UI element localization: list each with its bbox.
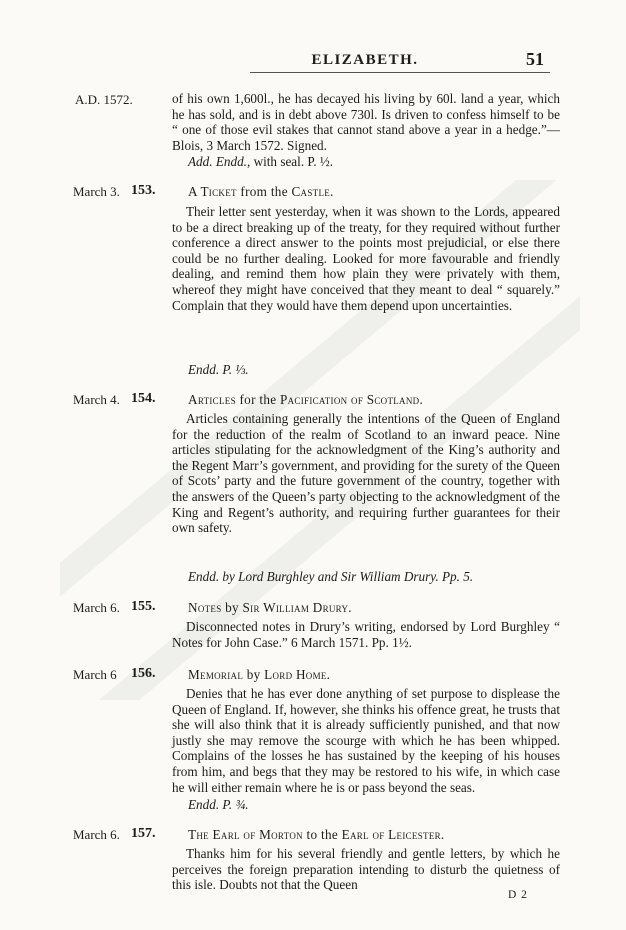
running-header-title: ELIZABETH. xyxy=(311,52,419,68)
title-part: Lord Home. xyxy=(264,667,331,682)
title-part: Earl of Leicester. xyxy=(341,827,445,842)
title-part: A Ticket xyxy=(188,184,237,199)
entry-date: March 4. xyxy=(73,392,120,407)
entry-date: March 3. xyxy=(73,184,120,199)
endorsement-rest: , with seal. P. ½. xyxy=(246,154,334,169)
title-part: Articles xyxy=(188,392,236,407)
title-part: Sir William Drury. xyxy=(242,600,352,615)
endorsement-italic: Add. Endd. xyxy=(188,154,247,169)
entry-title xyxy=(188,184,334,200)
title-part: Memorial xyxy=(188,667,244,682)
entry-title xyxy=(188,600,352,616)
entry-body: Denies that he has ever done anything of set purpose to displease the Queen of England. If, however, she thinks his offence great, he trusts that she will also think that it is already sufficiently punished, and that now justly she may remove the scourge with which he has been whipped. Complains of the losses he has sustained by the keeping of his houses from him, and begs that they may be restored to his wife, in which case he will either remain where he is or pass beyond the seas. xyxy=(172,686,560,795)
entry-body: Articles containing generally the intentions of the Queen of England for the reduction of the realm of Scotland to an inward peace. Nine articles stipulating for the acknowledgment of the King’s authority and the Regent Marr’s government, and providing for the surety of the Queen of Scots’ party and the future government of the country, together with the answers of the Queen’s party objecting to the acknowledgment of the King and Regent’s authority, and requiring further guarantees for their own safety. xyxy=(172,411,560,536)
entry-date: March 6. xyxy=(73,827,120,842)
title-part: Notes xyxy=(188,600,222,615)
entry-number: 153. xyxy=(131,183,156,198)
title-connector: by xyxy=(243,667,265,682)
entry-endorsement: Endd. P. ⅓. xyxy=(188,362,249,377)
signature-mark: D 2 xyxy=(508,889,528,901)
continuation-endorsement xyxy=(188,154,333,170)
title-connector: to the xyxy=(302,827,342,842)
entry-number: 156. xyxy=(131,666,156,681)
title-connector: from the xyxy=(236,184,292,199)
entry-body: Thanks him for his several friendly and gentle letters, by which he perceives the foreign preparation intending to disturb the quietness of this isle. Doubts not that the Queen xyxy=(172,846,560,893)
entry-number: 157. xyxy=(131,826,156,841)
title-connector: by xyxy=(221,600,243,615)
title-part: Pacification of Scotland. xyxy=(279,392,424,407)
title-part: Castle. xyxy=(291,184,334,199)
entry-body: Disconnected notes in Drury’s writing, endorsed by Lord Burghley “ Notes for John Case.” 6 March 1571. Pp. 1½. xyxy=(172,619,560,650)
entry-endorsement: Endd. P. ¾. xyxy=(188,797,249,812)
entry-title xyxy=(188,667,330,683)
continuation-paragraph: of his own 1,600l., he has decayed his living by 60l. land a year, which he has sold, and is in debt above 730l. Is driven to confess himself to be “ one of those evil stakes that cannot stand above a year in a hedge.”—Blois, 3 March 1572. Signed. xyxy=(172,91,560,153)
entry-date: March 6. xyxy=(73,600,120,615)
header-rule xyxy=(250,72,550,73)
entry-title xyxy=(188,392,423,408)
entry-endorsement: Endd. by Lord Burghley and Sir William Drury. Pp. 5. xyxy=(188,569,474,584)
margin-year: A.D. 1572. xyxy=(75,92,133,107)
title-part: The Earl of Morton xyxy=(188,827,303,842)
entry-title xyxy=(188,827,445,843)
page-number: 51 xyxy=(526,49,544,69)
title-connector: for the xyxy=(235,392,280,407)
entry-number: 155. xyxy=(131,599,156,614)
entry-date: March 6 xyxy=(73,667,117,682)
entry-number: 154. xyxy=(131,391,156,406)
entry-body: Their letter sent yesterday, when it was shown to the Lords, appeared to be a direct breaking up of the treaty, for they required without further conference a direct answer to the points most prejudicial, or else there could be no further dealing. Looked for more favourable and friendly dealing, and remind them how plain they were privately with them, whereof they might have conceived that they meant to deal “ squarely.” Complain that they would have them depend upon uncertainties. xyxy=(172,204,560,313)
